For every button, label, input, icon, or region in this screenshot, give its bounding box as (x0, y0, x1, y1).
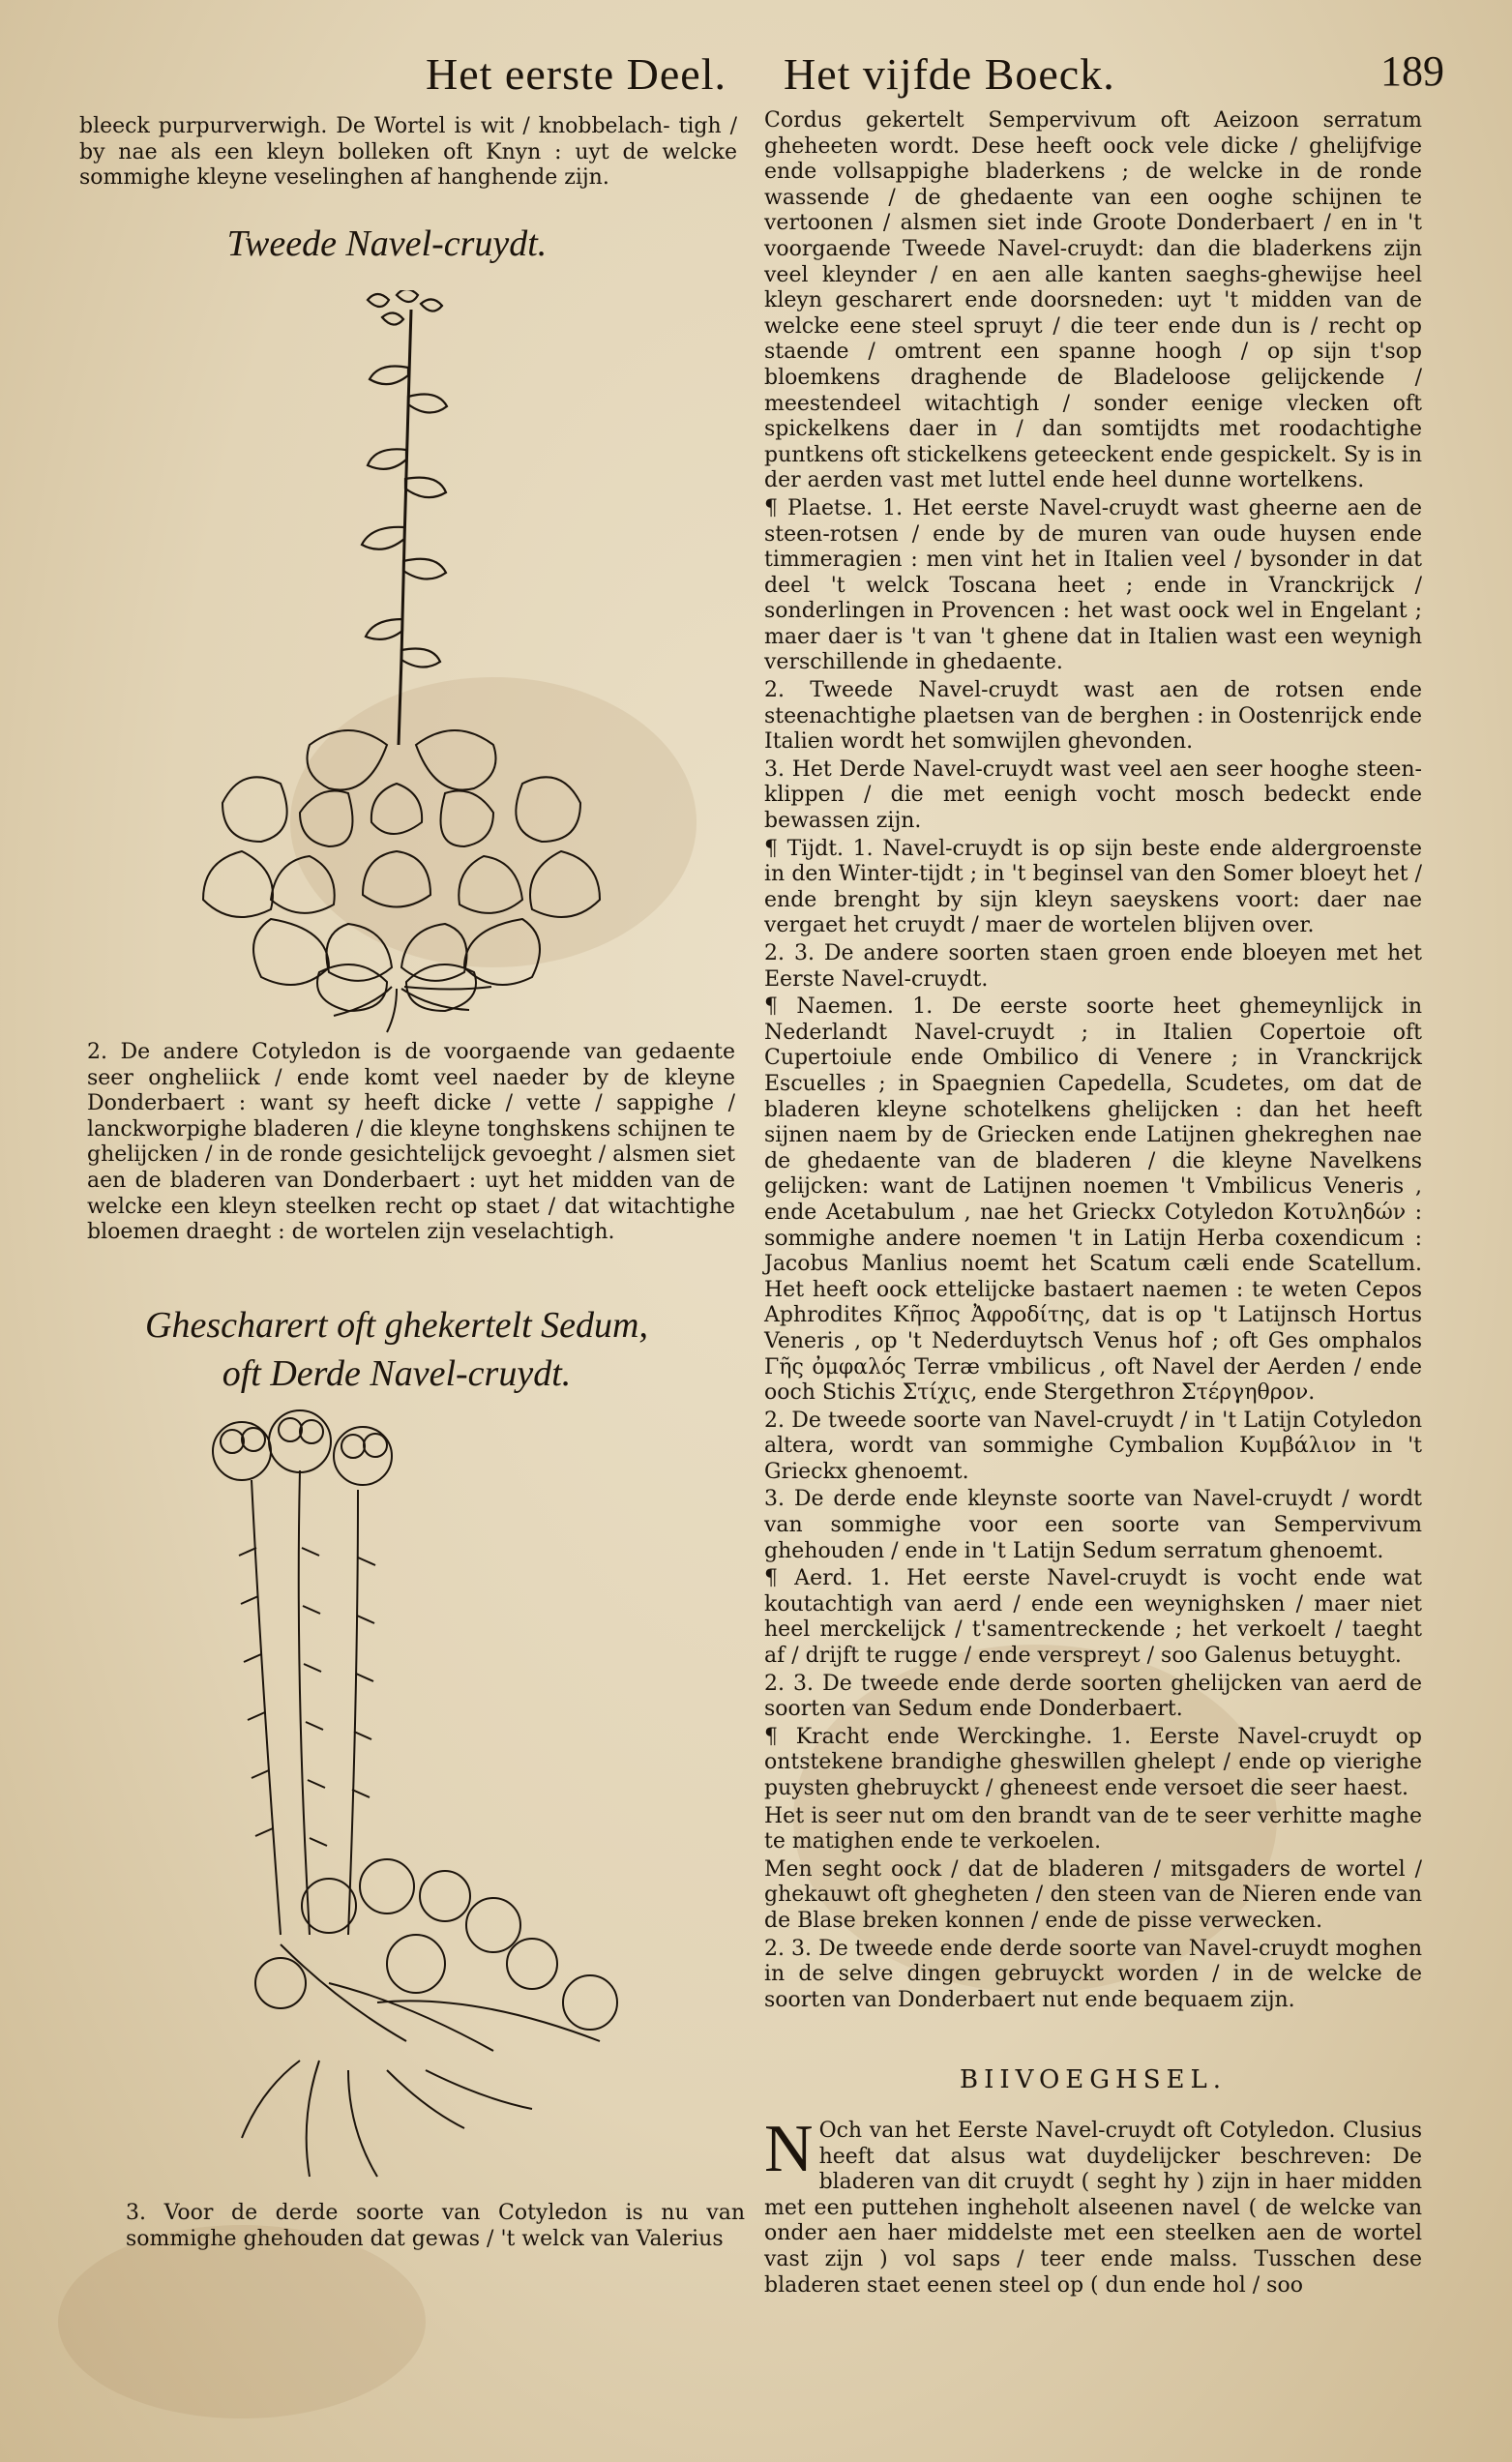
paragraph: Men seght oock / dat de bladeren / mitsgaders de wortel / ghekauwt oft ghegheten / den steen van de Nieren ende van de Blase breken konnen / ende de pisse verwecken. (764, 1856, 1422, 1933)
paragraph: 2. 3. De tweede ende derde soorte van Navel-cruydt moghen in de selve dingen gebruyckt worden / in de welcke de soorten van Donderbaert nut ende bequaem zijn. (764, 1936, 1422, 2012)
paragraph: bleeck purpurverwigh. De Wortel is wit / knobbelach- tigh / by nae als een kleyn bolleken oft Knyn : uyt de welcke sommighe kleyne veselinghen af hanghende zijn. (79, 114, 737, 191)
running-head-left: Het eerste Deel. (426, 49, 727, 99)
paragraph (764, 2112, 1422, 2299)
woodcut-sedum-plant (135, 1403, 697, 2186)
paragraph: Cordus gekertelt Sempervivum oft Aeizoon serratum gheheeten wordt. Dese heeft oock vele dicke / ghelijfvige ende vollsappighe bladerkens ; de welcke in de ronde wassende / de ghedaente van een ooghe schijnen te vertoonen / alsmen siet inde Groote Donderbaert / en in 't voorgaende Tweede Navel-cruydt: dan die bladerkens zijn veel kleynder / en aen alle kanten saeghs-ghewijse heel kleyn gescharert ende doorsneden: uyt 't midden van de welcke eene steel spruyt / die teer ende dun is / recht op staende / omtrent een spanne hoogh / op sijn t'sop bloemkens draghende de Bladeloose gelijckende / meestendeel witachtigh / sonder eenige vlecken oft spickelkens daer in / dan somtijdts met roodachtighe puntkens oft stickelkens geteeckent ende gespickelt. Sy is in der aerden vast met luttel ende heel dunne wortelkens. (764, 108, 1422, 493)
drop-capital: N (764, 2112, 814, 2186)
paragraph: 2. 3. De tweede ende derde soorten ghelijcken van aerd de soorten van Sedum ende Donderbaert. (764, 1671, 1422, 1722)
left-paragraph-3 (126, 2201, 745, 2254)
paragraph-body: Och van het Eerste Navel-cruydt oft Cotyledon. Clusius heeft dat alsus wat duydelijcker beschreven: De bladeren van dit cruydt ( seght hy ) zijn in haer midden met een puttehen ingheholt alseenen navel ( de welcke van onder aen haer middelste met een steelken aen de wortel vast zijn ) vol saps / teer ende malss. Tusschen dese bladeren staet eenen steel op ( dun ende hol / soo (764, 2119, 1422, 2298)
caption-line: oft Derde Navel-cruydt. (222, 1353, 572, 1394)
paragraph: ¶ Kracht ende Werckinghe. 1. Eerste Navel-cruydt op ontstekene brandighe gheswillen ghelept / ende op vierighe puysten ghebruyckt / gheneest ende versoet die seer haest. (764, 1724, 1422, 1800)
bijvoeghsel-text (764, 2112, 1422, 2300)
paragraph: 2. Tweede Navel-cruydt wast aen de rotsen ende steenachtighe plaetsen van de berghen : in Oostenrijck ende Italien wordt het somwijlen ghevonden. (764, 678, 1422, 755)
paragraph: 3. De derde ende kleynste soorte van Navel-cruydt / wordt van sommighe voor een soorte van Sempervivum ghehouden / ende in 't Latijn Sedum serratum ghenoemt. (764, 1487, 1422, 1563)
paragraph: 2. 3. De andere soorten staen groen ende bloeyen met het Eerste Navel-cruydt. (764, 941, 1422, 992)
paragraph: ¶ Naemen. 1. De eerste soorte heet ghemeynlijck in Nederlandt Navel-cruydt ; in Italien Copertoie oft Cupertoiule ende Ombilico di Venere ; in Vranckrijck Escuelles ; in Spaegnien Capedella, Scudetes, om dat de bladeren kleyne schotelkens ghelijcken : dan het heeft sijnen naem by de Griecken ende Latijnen ghekreghen nae de ghedaente van de bladeren / die kleyne Navelkens gelijcken: want de Latijnen noemen 't Vmbilicus Veneris , ende Acetabulum , nae het Grieckx Cotyledon Κοτυληδών : sommighe andere noemen 't in Latijn Herba coxendicum : Jacobus Manlius noemt het Scatum cæli ende Scatellum. Het heeft oock ettelijcke bastaert naemen : te weten Cepos Aphrodites Κῆπος Ἀφροδίτης, dat is op 't Latijnsch Hortus Veneris , op 't Nederduytsch Venus hof ; oft Ges omphalos Γῆς ὀμφαλός Terræ vmbilicus , oft Navel der Aerden / ende ooch Stichis Στίχις, ende Stergethron Στέργηθρον. (764, 994, 1422, 1406)
paragraph: 3. Het Derde Navel-cruydt wast veel aen seer hooghe steen-klippen / die met eenigh vocht mosch bedeckt ende bewassen zijn. (764, 756, 1422, 834)
section-title: BIIVOEGHSEL. (959, 2065, 1228, 2094)
paragraph: ¶ Tijdt. 1. Navel-cruydt is op sijn beste ende aldergroenste in den Winter-tijdt ; in 't beginsel van den Somer bloeyt het / ende brenght by sijn kleyn saeyskens voort: daer nae vergaet het cruydt / maer de wortelen blijven over. (764, 836, 1422, 938)
figure-caption-2 (116, 1301, 677, 1398)
left-paragraph-2 (87, 1040, 735, 1248)
figure-caption-1: Tweede Navel-cruydt. (226, 223, 548, 264)
right-column-text (764, 108, 1422, 2015)
paragraph: ¶ Aerd. 1. Het eerste Navel-cruydt is vocht ende wat koutachtigh van aerd / ende een weynighsken / maer niet heel merckelijck / t'samentreckende ; het verkoelt / taeght af / drijft te rugge / ende verspreyt / soo Galenus betuyght. (764, 1566, 1422, 1669)
paragraph: 2. De andere Cotyledon is de voorgaende van gedaente seer ongheliick / ende komt veel naeder by de kleyne Donderbaert : want sy heeft dicke / vette / sappighe / lanckworpighe bladeren / die kleyne tonghskens schijnen te ghelijcken / in de ronde gesichtelijck gevoeght / alsmen siet aen de bladeren van Donderbaert : uyt het midden van de welcke een kleyn steelken recht op staet / dat witachtighe bloemen draeght : de wortelen zijn veselachtigh. (87, 1040, 735, 1245)
caption-line: Ghescharert oft ghekertelt Sedum, (145, 1305, 648, 1346)
paragraph: 2. De tweede soorte van Navel-cruydt / in 't Latijn Cotyledon altera, wordt van sommighe Cymbalion Κυμβάλιον in 't Grieckx ghenoemt. (764, 1408, 1422, 1484)
paragraph: Het is seer nut om den brandt van de te seer verhitte maghe te matighen ende te verkoelen. (764, 1803, 1422, 1854)
paragraph: 3. Voor de derde soorte van Cotyledon is nu van sommighe ghehouden dat gewas / 't welck van Valerius (126, 2201, 745, 2251)
woodcut-rosette-plant (155, 290, 619, 1035)
paragraph: ¶ Plaetse. 1. Het eerste Navel-cruydt wast gheerne aen de steen-rotsen / ende by de muren van oude huysen ende timmeragien : men vint het in Italien veel / bysonder in dat deel 't welck Toscana heet ; ende in Vranckrijck / sonderlingen in Provencen : het wast oock wel in Engelant ; maer daer is 't van 't ghene dat in Italien wast een weynigh verschillende in ghedaente. (764, 495, 1422, 675)
running-head-right: Het vijfde Boeck. (784, 49, 1115, 99)
left-intro-paragraph (79, 114, 737, 193)
page-number: 189 (1380, 47, 1444, 95)
